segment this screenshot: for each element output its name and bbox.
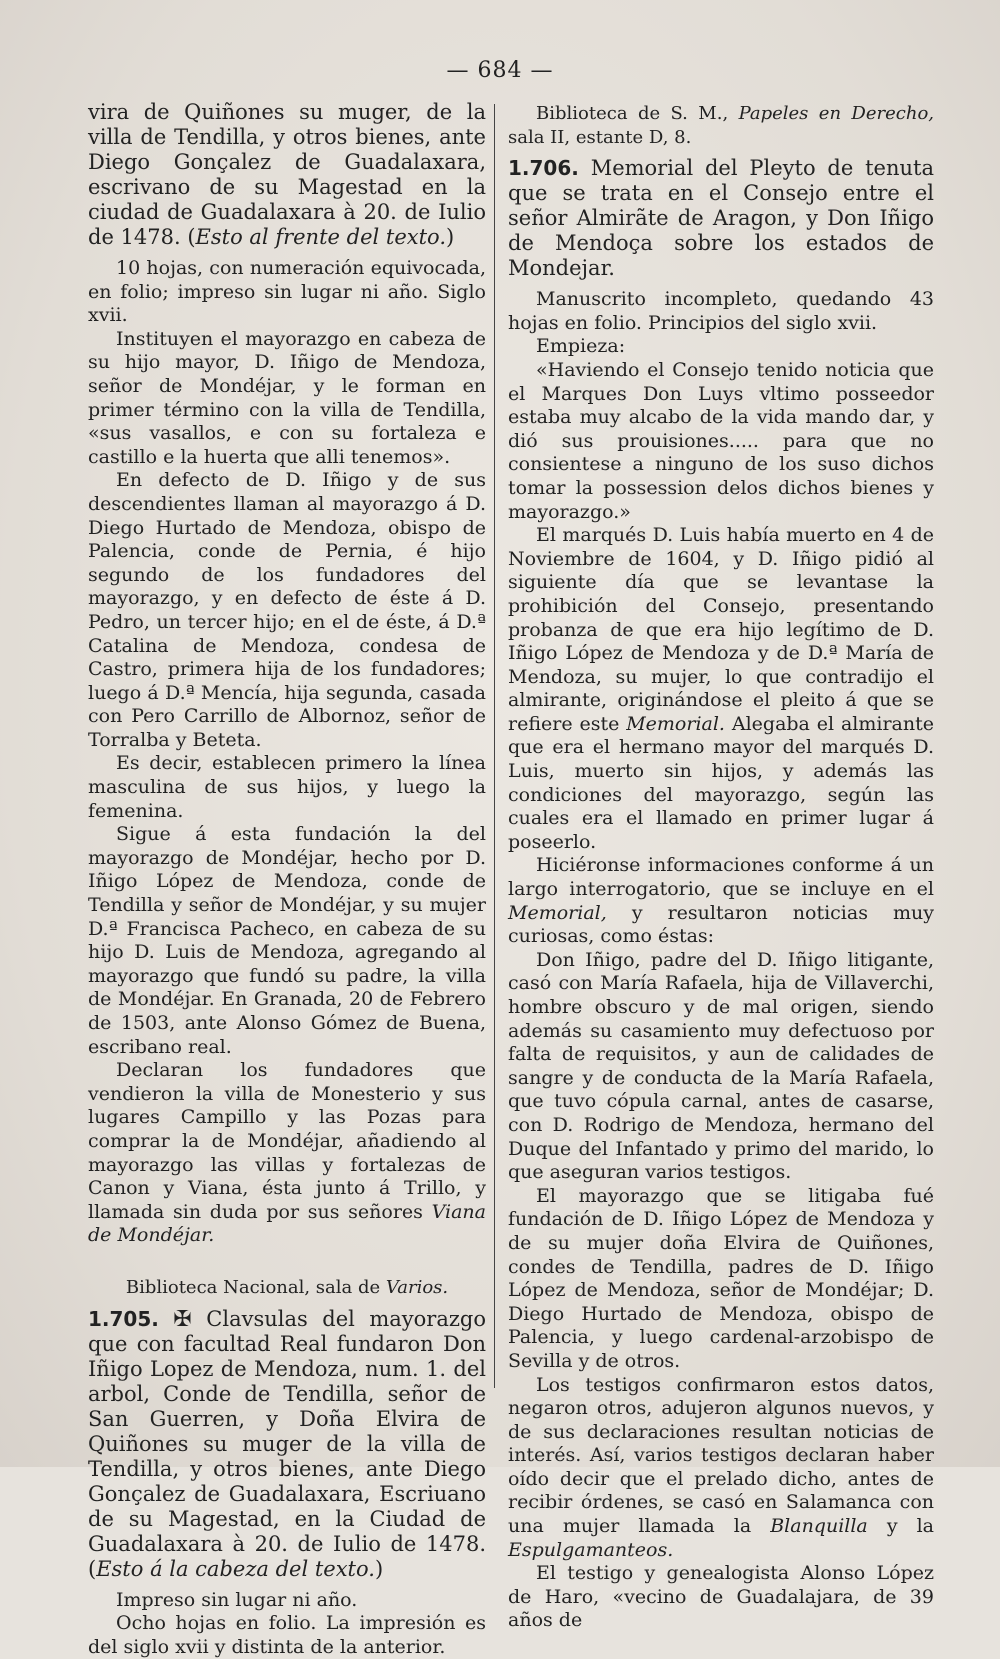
paragraph: El testigo y genealogista Alonso López de Haro, «vecino de Guadalajara, de 39 años de (508, 1562, 934, 1632)
page-number: — 684 — (446, 58, 554, 83)
paragraph: El mayorazgo que se litigaba fué fundación de D. Iñigo López de Mendoza y de su mujer doña Elvira de Quiñones, condes de Tendilla, padres de D. Iñigo López de Mendoza, señor de Mondéjar; D. Diego Hurtado de Mendoza, obispo de Palencia, y luego cardenal-arzobispo de Sevilla y de otros. (508, 1184, 934, 1372)
entry-1706: 1.706. Memorial del Pleyto de tenuta que se trata en el Consejo entre el señor Almirãte de Aragon, y Don Iñigo de Mendoça sobre los estados de Mondejar. (508, 156, 934, 281)
paragraph: Instituyen el mayorazgo en cabeza de su hijo mayor, D. Iñigo de Mendoza, señor de Mondéjar, y le forman en primer término con la villa de Tendilla, «sus vasallos, e con su fortaleza e castillo e la huerta que alli tenemos». (88, 327, 486, 468)
entry-number: 1.706. (508, 156, 579, 181)
entry-1705: 1.705. ✠ Clavsulas del mayorazgo que con facultad Real fundaron Don Iñigo Lopez de Mendoza, num. 1. del arbol, Conde de Tendilla, señor de San Guerren, y Doña Elvira de Quiñones su muger de la villa de Tendilla, y otros bienes, ante Diego Gonçalez de Guadalaxara, Escriuano de su Magestad, en la Ciudad de Guadalaxara à 20. de Iulio de 1478. (Esto á la cabeza del texto.) (88, 1306, 486, 1581)
paragraph: Es decir, establecen primero la línea masculina de sus hijos, y luego la femenina. (88, 752, 486, 822)
source-line: Biblioteca de S. M., Papeles en Derecho, sala II, estante D, 8. (508, 103, 935, 148)
right-column (508, 102, 934, 1633)
cross-icon: ✠ (173, 1306, 192, 1332)
paragraph: El marqués D. Luis había muerto en 4 de Noviembre de 1604, y D. Iñigo pidió al siguiente día que se levantase la prohibición del Consejo, presentando probanza de que era hijo legítimo de D. Iñigo López de Mendoza y de D.ª María de Mendoza, su mujer, lo que contradijo el almirante, originándose el pleito á que se refiere este Memorial. Alegaba el almirante que era el hermano mayor del marqués D. Luis, muerto sin hijos, y además las condiciones del mayorazgo, según las cuales era el llamado en primer lugar á poseerlo. (508, 524, 934, 853)
paragraph: En defecto de D. Iñigo y de sus descendientes llaman al mayorazgo á D. Diego Hurtado de Mendoza, obispo de Palencia, conde de Pernia, é hijo segundo de los fundadores del mayorazgo, y en defecto de éste á D. Pedro, un tercer hijo; en el de éste, á D.ª Catalina de Mendoza, condesa de Castro, primera hija de los fundadores; luego á D.ª Mencía, hija segunda, casada con Pero Carrillo de Albornoz, señor de Torralba y Beteta. (88, 469, 486, 751)
paragraph: Empieza: (536, 335, 626, 358)
entry-number: 1.705. (88, 1306, 159, 1331)
paragraph: Declaran los fundadores que vendieron la villa de Monesterio y sus lugares Campillo y las Pozas para comprar la de Mondéjar, añadiendo al mayorazgo las villas y fortalezas de Canon y Viana, ésta junto á Trillo, y llamada sin duda por sus señores Viana de Mondéjar. (88, 1059, 486, 1247)
paragraph: Los testigos confirmaron estos datos, negaron otros, adujeron algunos nuevos, y de sus declaraciones resultan noticias de interés. Así, varios testigos declaran haber oído decir que el prelado dicho, antes de recibir órdenes, se casó en Salamanca con una mujer llamada la Blanquilla y la Espulgamanteos. (508, 1373, 935, 1561)
paragraph: Don Iñigo, padre del D. Iñigo litigante, casó con María Rafaela, hija de Villaverchi, hombre obscuro y de mal origen, siendo además su casamiento muy defectuoso por falta de requisitos, y aun de calidades de sangre y de conducta de la María Rafaela, que tuvo cópula carnal, antes de casarse, con D. Rodrigo de Mendoza, hermano del Duque del Infantado y primo del marido, lo que aseguran varios testigos. (508, 948, 934, 1184)
left-column (88, 100, 486, 1659)
paragraph: Sigue á esta fundación la del mayorazgo de Mondéjar, hecho por D. Iñigo López de Mendoza, conde de Tendilla y señor de Mondéjar, y su mujer D.ª Francisca Pacheco, en cabeza de su hijo D. Luis de Mendoza, agregando al mayorazgo que fundó su padre, la villa de Mondéjar. En Granada, 20 de Febrero de 1503, ante Alonso Gómez de Buena, escribano real. (88, 823, 486, 1058)
paragraph: Manuscrito incompleto, quedando 43 hojas en folio. Principios del siglo xvii. (508, 288, 934, 334)
column-divider (494, 104, 495, 1388)
paragraph: Ocho hojas en folio. La impresión es del siglo xvii y distinta de la anterior. (88, 1612, 486, 1658)
source-line: Biblioteca Nacional, sala de Varios. (125, 1276, 449, 1298)
paragraph: Impreso sin lugar ni año. (116, 1588, 358, 1611)
quotation: «Haviendo el Consejo tenido noticia que el Marques Don Luys vltimo posseedor estaba muy alcabo de la vida mando dar, y dió sus prouisiones..... para que no consientese a ninguno de los suso dichos tomar la possession delos dichos bienes y mayorazgo.» (508, 358, 934, 523)
continued-title: vira de Quiñones su muger, de la villa de Tendilla, y otros bienes, ante Diego Gonçalez de Guadalaxara, escrivano de su Magestad en la ciudad de Guadalaxara à 20. de Iulio de 1478. (Esto al frente del texto.) (88, 100, 486, 249)
paragraph: 10 hojas, con numeración equivocada, en folio; impreso sin lugar ni año. Siglo xvii. (88, 257, 486, 327)
paragraph: Hiciéronse informaciones conforme á un largo interrogatorio, que se incluye en el Memorial, y resultaron noticias muy curiosas, como éstas: (508, 854, 934, 948)
